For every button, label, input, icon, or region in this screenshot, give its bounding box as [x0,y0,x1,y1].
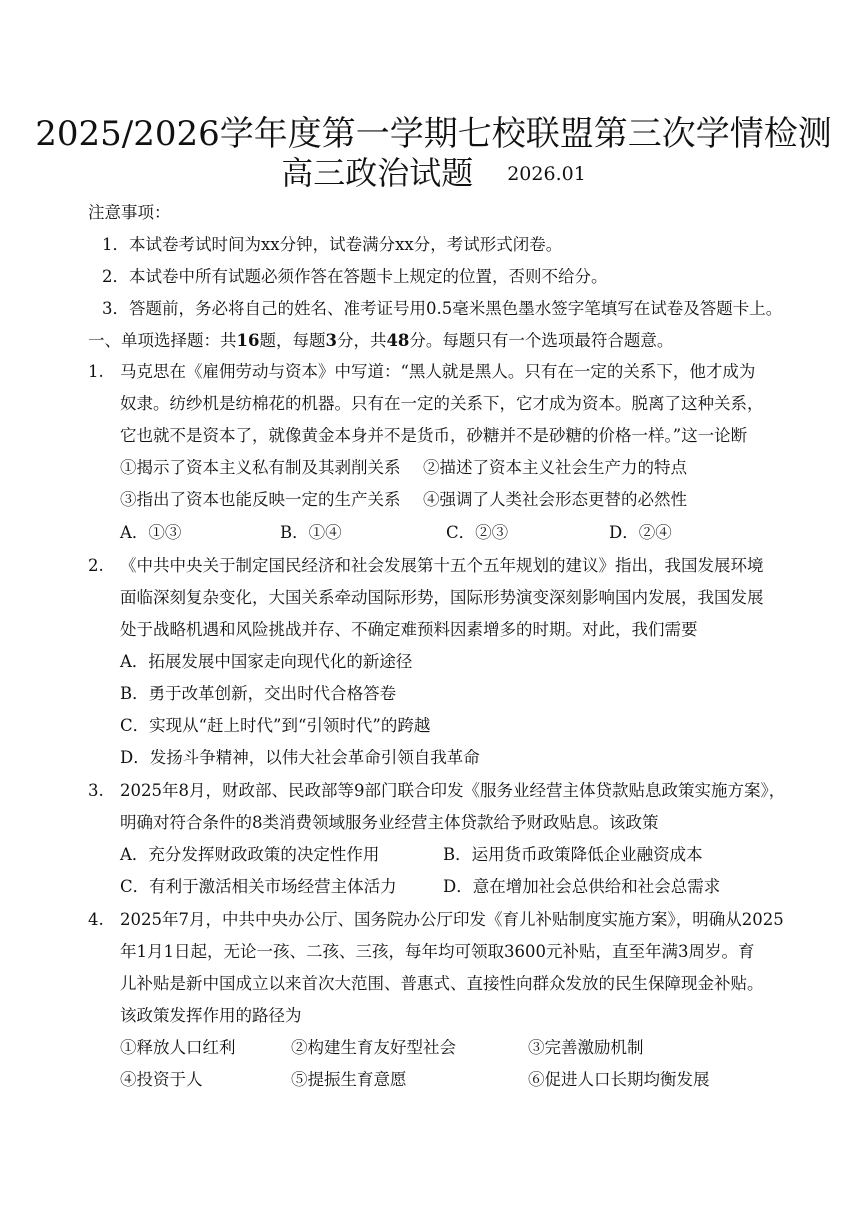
section-text: 分，共 [336,331,387,350]
subject-title: 高三政治试题 [281,154,474,192]
answer-option: D．发扬斗争精神，以伟大社会革命引领自我革命 [120,748,480,767]
statement: ③完善激励机制 [528,1038,644,1057]
question-text: 儿补贴是新中国成立以来首次大范围、普惠式、直接性向群众发放的民生保障现金补贴。 [120,974,764,993]
statement: ④强调了人类社会形态更替的必然性 [423,490,687,509]
section-points-each: 3 [325,331,337,350]
answer-option: C．有利于激活相关市场经营主体活力 [120,877,397,896]
question-text: 年1月1日起，无论一孩、二孩、三孩，每年均可领取3600元补贴，直至年满3周岁。育 [120,942,755,961]
statement: ⑥促进人口长期均衡发展 [528,1070,710,1089]
section-question-count: 16 [236,331,260,350]
answer-option: A．拓展发展中国家走向现代化的新途径 [120,652,413,671]
section-text: 分。每题只有一个选项最符合题意。 [409,331,674,350]
question-text: 2025年8月，财政部、民政部等9部门联合印发《服务业经营主体贷款贴息政策实施方案》， [120,781,786,800]
answer-option: B．①④ [280,523,342,542]
question-text: 处于战略机遇和风险挑战并存、不确定难预料因素增多的时期。对此，我们需要 [120,620,698,639]
exam-date: 2026.01 [507,163,586,185]
answer-option: D．意在增加社会总供给和社会总需求 [443,877,721,896]
answer-option: B．勇于改革创新，交出时代合格答卷 [120,684,397,703]
section-text: 题，每题 [259,331,326,350]
notice-item: 2．本试卷中所有试题必须作答在答题卡上规定的位置，否则不给分。 [102,267,608,286]
question-text: 马克思在《雇佣劳动与资本》中写道：“黑人就是黑人。只有在一定的关系下，他才成为 [120,362,756,381]
question-number: 1. [88,362,104,381]
question-text: 该政策发挥作用的路径为 [120,1006,302,1025]
question-text: 2025年7月，中共中央办公厅、国务院办公厅印发《育儿补贴制度实施方案》，明确从2025 [120,910,784,929]
answer-option: B．运用货币政策降低企业融资成本 [443,845,703,864]
section-text: 一、单项选择题：共 [88,331,237,350]
section-total-points: 48 [386,331,410,350]
statement: ②描述了资本主义社会生产力的特点 [423,458,687,477]
question-number: 3. [88,781,104,800]
question-text: 它也就不是资本了，就像黄金本身并不是货币，砂糖并不是砂糖的价格一样。”这一论断 [120,426,748,445]
answer-option: C．实现从“赶上时代”到“引领时代”的跨越 [120,716,431,735]
answer-option: A．①③ [120,523,182,542]
question-text: 明确对符合条件的8类消费领域服务业经营主体贷款给予财政贴息。该政策 [120,813,659,832]
statement: ①释放人口红利 [120,1038,236,1057]
question-number: 4. [88,910,104,929]
statement: ③指出了资本也能反映一定的生产关系 [120,490,401,509]
statement: ④投资于人 [120,1070,203,1089]
question-text: 奴隶。纺纱机是纺棉花的机器。只有在一定的关系下，它才成为资本。脱离了这种关系， [120,394,764,413]
question-text: 面临深刻复杂变化，大国关系牵动国际形势，国际形势演变深刻影响国内发展，我国发展 [120,588,764,607]
notice-item: 3．答题前，务必将自己的姓名、准考证号用0.5毫米黑色墨水签字笔填写在试卷及答题卡上。 [102,299,783,318]
notice-item: 1．本试卷考试时间为xx分钟，试卷满分xx分，考试形式闭卷。 [102,235,563,254]
question-number: 2. [88,556,104,575]
answer-option: D．②④ [609,523,672,542]
answer-option: C．②③ [446,523,509,542]
notice-heading: 注意事项： [88,203,171,222]
question-text: 《中共中央关于制定国民经济和社会发展第十五个五年规划的建议》指出，我国发展环境 [120,556,764,575]
statement: ⑤提振生育意愿 [291,1070,407,1089]
exam-title: 2025/2026学年度第一学期七校联盟第三次学情检测 [35,114,832,154]
statement: ①揭示了资本主义私有制及其剥削关系 [120,458,401,477]
answer-option: A．充分发挥财政政策的决定性作用 [120,845,380,864]
statement: ②构建生育友好型社会 [291,1038,456,1057]
exam-subtitle [0,152,867,195]
section-header [88,330,673,352]
